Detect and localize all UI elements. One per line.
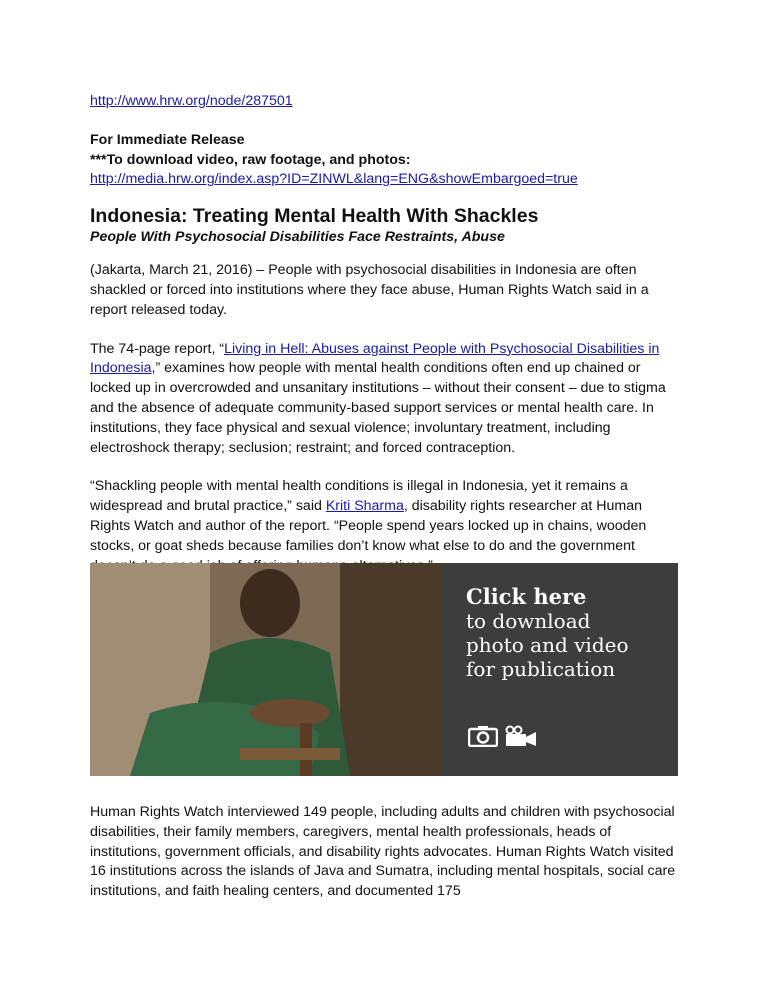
continuation (90, 803, 682, 902)
source-link-line (90, 92, 682, 112)
spacer (90, 321, 682, 340)
kriti-sharma-link[interactable]: Kriti Sharma (325, 498, 404, 515)
camera-icon (468, 725, 498, 747)
cta-line-2: to download (466, 609, 591, 633)
paragraph-2-post: ,” examines how people with mental health conditions often end up chained or locked up in overcrowded and unsanitary institutions – without their consent – due to stigma and the absence of adequate community-based support services or mental health care. In institutions, they face physical and sexual violence; involuntary treatment, including electroshock therapy; seclusion; restraint; and forced contraception. (90, 360, 666, 456)
paragraph-2-pre: The 74-page report, “ (90, 340, 225, 357)
paragraph-2 (90, 340, 682, 459)
release-label: For Immediate Release (90, 131, 245, 148)
download-label: ***To download video, raw footage, and photos: (90, 151, 411, 168)
download-banner[interactable] (90, 563, 678, 776)
spacer (90, 190, 682, 204)
press-release (90, 92, 682, 576)
subheadline: People With Psychosocial Disabilities Face Restraints, Abuse (90, 229, 505, 246)
cta-line-3: photo and video (466, 633, 629, 657)
paragraph-3 (90, 477, 682, 576)
report-title-link[interactable]: Living in Hell: Abuses against People with Psychosocial Disabilities in Indonesia (90, 340, 660, 377)
shackled-person-photo (90, 563, 442, 776)
cta-line-1: Click here (466, 584, 587, 609)
download-cta-text (466, 585, 629, 681)
paragraph-3-post: , disability rights researcher at Human Rights Watch and author of the report. “People spend years locked up in chains, wooden stocks, or goat sheds because families don’t know what else to do and the government (90, 498, 647, 554)
spacer (90, 112, 682, 131)
headline: Indonesia: Treating Mental Health With Shackles (90, 205, 539, 228)
media-icons (468, 725, 538, 747)
media-link-line (90, 170, 682, 190)
paragraph-4: Human Rights Watch interviewed 149 people, including adults and children with psychosocial disabilities, their family members, caregivers, mental health professionals, heads of institutions, government officials, and disability rights advocates. Human Rights Watch visited 16 institutions across the islands of Java and Sumatra, including mental hospitals, social care institutions, and faith healing centers, and documented 175 (90, 804, 676, 900)
cta-line-4: for publication (466, 657, 616, 681)
paragraph-1: (Jakarta, March 21, 2016) – People with psychosocial disabilities in Indonesia are often shackled or forced into institutions where they face abuse, Human Rights Watch said in a report released today. (90, 262, 649, 318)
spacer (90, 458, 682, 477)
download-cta-panel[interactable] (442, 563, 678, 776)
source-url-link[interactable]: http://www.hrw.org/node/287501 (90, 93, 293, 109)
photo-illustration (90, 563, 442, 776)
media-url-link[interactable]: http://media.hrw.org/index.asp?ID=ZINWL&lang=ENG&showEmbargoed=true (90, 171, 578, 188)
paragraph-3-pre: “Shackling people with mental health conditions is illegal in Indonesia, yet it remains a widespread and brutal practice,” said (90, 478, 628, 515)
video-camera-icon (504, 725, 538, 747)
spacer (90, 247, 682, 261)
